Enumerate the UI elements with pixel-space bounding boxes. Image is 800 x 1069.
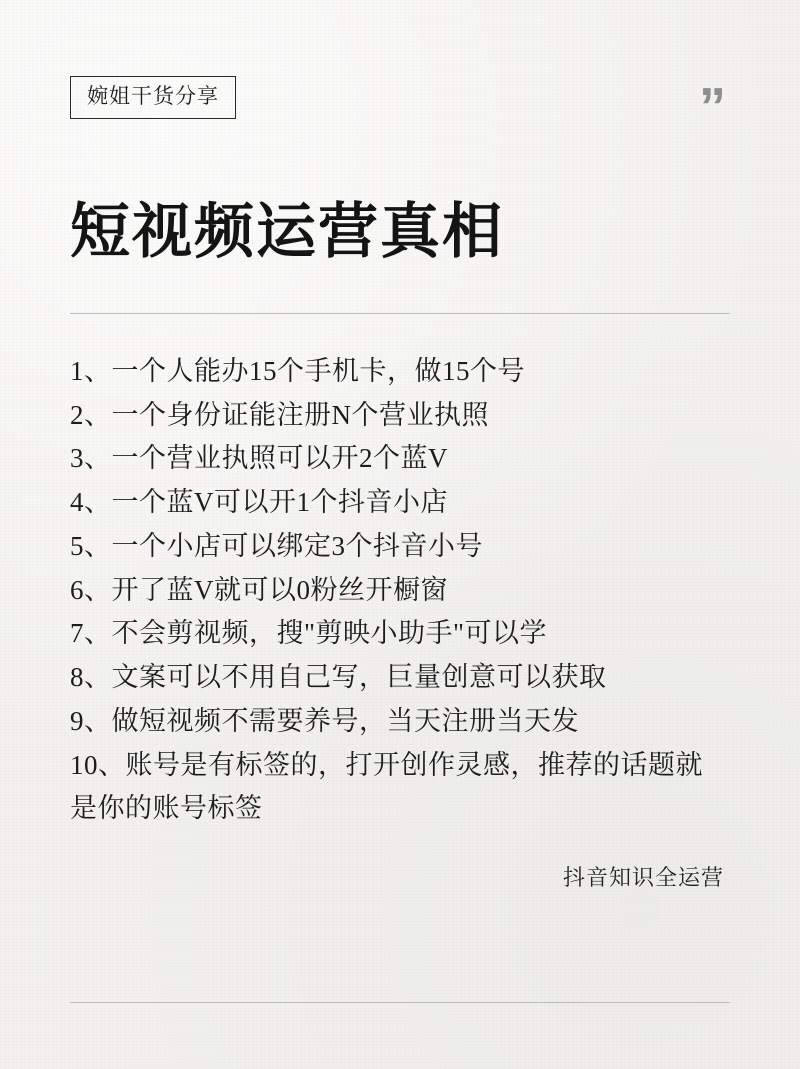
list-item: 4、一个蓝V可以开1个抖音小店 [70,487,448,518]
list-item: 9、做短视频不需要养号，当天注册当天发 [70,705,579,736]
list-item: 5、一个小店可以绑定3个抖音小号 [70,530,483,561]
divider-bottom [70,1002,730,1003]
list-item: 6、开了蓝V就可以0粉丝开橱窗 [70,574,448,605]
tips-list [70,350,730,831]
list-item: 10、账号是有标签的，打开创作灵感，推荐的话题就是你的账号标签 [70,749,703,824]
list-item: 1、一个人能办15个手机卡，做15个号 [70,356,525,386]
divider-bottom-wrap [70,1002,730,1003]
page-title: 短视频运营真相 [70,199,504,265]
list-item: 3、一个营业执照可以开2个蓝V [70,443,448,474]
list-item: 7、不会剪视频，搜"剪映小助手"可以学 [70,618,548,649]
list-item: 8、文案可以不用自己写，巨量创意可以获取 [70,662,607,693]
poster-header [70,0,730,137]
signature-text: 抖音知识全运营 [562,865,724,891]
author-badge: 婉姐干货分享 [70,76,236,119]
list-item: 2、一个身份证能注册N个营业执照 [70,399,489,430]
divider-top [70,313,730,314]
quotation-mark-icon: ” [699,77,726,137]
